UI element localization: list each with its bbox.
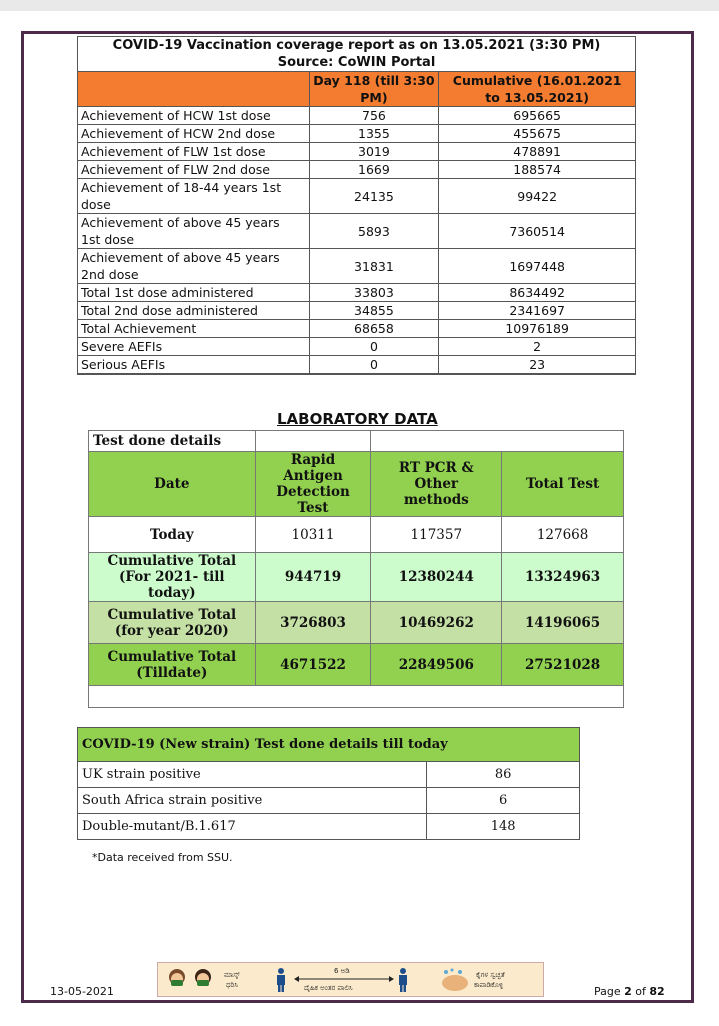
lab-cumall-label: Cumulative Total (Tilldate) (89, 644, 256, 686)
vaccination-row-label: Serious AEFIs (78, 356, 310, 375)
vaccination-row-label: Severe AEFIs (78, 338, 310, 356)
vaccination-row-label: Achievement of 18-44 years 1st dose (78, 179, 310, 214)
strain-row-value: 148 (427, 814, 580, 840)
strain-row-label: South Africa strain positive (78, 788, 427, 814)
lab-cum2021-rtpcr: 12380244 (371, 553, 502, 602)
vaccination-row-day: 34855 (309, 302, 439, 320)
lab-header-rtpcr: RT PCR & Other methods (371, 452, 502, 517)
mask-text-1: ಮಾಸ್ಕ್ (224, 971, 240, 979)
person-icon (274, 967, 288, 993)
vaccination-row-cumulative: 10976189 (439, 320, 636, 338)
vaccination-row-day: 31831 (309, 249, 439, 284)
lab-cumall-rapid: 4671522 (255, 644, 371, 686)
vaccination-row (78, 284, 636, 302)
lab-cumall-rtpcr: 22849506 (371, 644, 502, 686)
vaccination-row (78, 302, 636, 320)
vaccination-row-label: Total 1st dose administered (78, 284, 310, 302)
vaccination-row-label: Achievement of FLW 2nd dose (78, 161, 310, 179)
vaccination-row-cumulative: 2341697 (439, 302, 636, 320)
vaccination-row-label: Total 2nd dose administered (78, 302, 310, 320)
top-bar (0, 0, 719, 11)
vaccination-row-label: Total Achievement (78, 320, 310, 338)
vaccination-row-cumulative: 695665 (439, 107, 636, 125)
strain-title: COVID-19 (New strain) Test done details till today (78, 728, 580, 762)
lab-cum2020-total: 14196065 (502, 602, 624, 644)
vaccination-row-day: 1669 (309, 161, 439, 179)
vaccination-table (77, 36, 636, 375)
strain-row-value: 6 (427, 788, 580, 814)
vaccination-row-cumulative: 2 (439, 338, 636, 356)
lab-row-empty (89, 686, 624, 708)
hands-text-2: ಕಾಪಾಡಿಕೊಳ್ಳಿ (474, 981, 504, 989)
distance-value: 6 ಅಡಿ (334, 967, 350, 975)
strain-row (78, 762, 580, 788)
footer-date: 13-05-2021 (50, 985, 114, 998)
page-number: Page 2 of 82 (594, 985, 665, 998)
lab-cum2021-total: 13324963 (502, 553, 624, 602)
vaccination-row-day: 1355 (309, 125, 439, 143)
lab-row-cum-2021 (89, 553, 624, 602)
lab-today-rtpcr: 117357 (371, 517, 502, 553)
vaccination-row-day: 3019 (309, 143, 439, 161)
vaccination-row-day: 68658 (309, 320, 439, 338)
lab-row-cum-2020 (89, 602, 624, 644)
lab-header-rapid: Rapid Antigen Detection Test (255, 452, 371, 517)
lab-row-cum-tilldate (89, 644, 624, 686)
vaccination-row (78, 320, 636, 338)
vaccination-row (78, 179, 636, 214)
vaccination-row-label: Achievement of above 45 years 1st dose (78, 214, 310, 249)
strain-row-label: Double-mutant/B.1.617 (78, 814, 427, 840)
face-mask-icon-2 (192, 967, 214, 993)
vaccination-row-cumulative: 99422 (439, 179, 636, 214)
lab-header-row (89, 452, 624, 517)
vaccination-row-label: Achievement of HCW 1st dose (78, 107, 310, 125)
mask-text-2: ಧರಿಸಿ (226, 981, 238, 989)
hand-wash-icon (438, 967, 472, 993)
vaccination-row (78, 338, 636, 356)
col-day-header: Day 118 (till 3:30 PM) (309, 72, 439, 107)
vaccination-row (78, 249, 636, 284)
lab-today-total: 127668 (502, 517, 624, 553)
lab-cum2020-label: Cumulative Total (for year 2020) (89, 602, 256, 644)
vaccination-row-cumulative: 1697448 (439, 249, 636, 284)
vaccination-row (78, 125, 636, 143)
lab-row-today (89, 517, 624, 553)
lab-table (88, 430, 624, 708)
distance-text: ದೈಹಿಕ ಅಂತರ ಪಾಲಿಸಿ (304, 984, 353, 992)
data-source-note: *Data received from SSU. (92, 851, 233, 864)
strain-table (77, 727, 580, 840)
strain-row-value: 86 (427, 762, 580, 788)
vaccination-row-day: 0 (309, 338, 439, 356)
vaccination-row-cumulative: 8634492 (439, 284, 636, 302)
vaccination-row-cumulative: 478891 (439, 143, 636, 161)
lab-cum2021-rapid: 944719 (255, 553, 371, 602)
vaccination-row (78, 214, 636, 249)
vaccination-row (78, 161, 636, 179)
vaccination-row (78, 143, 636, 161)
hands-text-1: ಕೈಗಳ ಸ್ವಚ್ಛತೆ (476, 971, 505, 979)
vaccination-row-label: Achievement of HCW 2nd dose (78, 125, 310, 143)
lab-caption: Test done details (89, 431, 256, 452)
vaccination-row-day: 756 (309, 107, 439, 125)
vaccination-row-day: 24135 (309, 179, 439, 214)
vaccination-title: COVID-19 Vaccination coverage report as on 13.05.2021 (3:30 PM) (112, 38, 601, 53)
vaccination-source: Source: CoWIN Portal (277, 55, 436, 70)
distance-arrow-icon (294, 976, 394, 982)
covid-appropriate-behaviour-banner (157, 962, 544, 997)
person-icon-2 (396, 967, 410, 993)
vaccination-header-row (78, 72, 636, 107)
vaccination-row-cumulative: 455675 (439, 125, 636, 143)
vaccination-row-cumulative: 7360514 (439, 214, 636, 249)
col-cumulative-header: Cumulative (16.01.2021 to 13.05.2021) (439, 72, 636, 107)
vaccination-row-day: 33803 (309, 284, 439, 302)
lab-cum2020-rapid: 3726803 (255, 602, 371, 644)
vaccination-row-day: 0 (309, 356, 439, 375)
vaccination-title-row (78, 37, 636, 72)
vaccination-row-label: Achievement of FLW 1st dose (78, 143, 310, 161)
face-mask-icon (166, 967, 188, 993)
lab-caption-row (89, 431, 624, 452)
strain-row (78, 814, 580, 840)
vaccination-row-cumulative: 188574 (439, 161, 636, 179)
vaccination-row-cumulative: 23 (439, 356, 636, 375)
strain-header-row (78, 728, 580, 762)
vaccination-row-day: 5893 (309, 214, 439, 249)
vaccination-row (78, 107, 636, 125)
vaccination-row-label: Achievement of above 45 years 2nd dose (78, 249, 310, 284)
lab-cumall-total: 27521028 (502, 644, 624, 686)
vaccination-row (78, 356, 636, 375)
lab-cum2021-label: Cumulative Total (For 2021- till today) (89, 553, 256, 602)
lab-heading: LABORATORY DATA (277, 410, 438, 428)
lab-today-label: Today (89, 517, 256, 553)
strain-row (78, 788, 580, 814)
lab-cum2020-rtpcr: 10469262 (371, 602, 502, 644)
lab-header-total: Total Test (502, 452, 624, 517)
strain-row-label: UK strain positive (78, 762, 427, 788)
lab-header-date: Date (89, 452, 256, 517)
lab-today-rapid: 10311 (255, 517, 371, 553)
